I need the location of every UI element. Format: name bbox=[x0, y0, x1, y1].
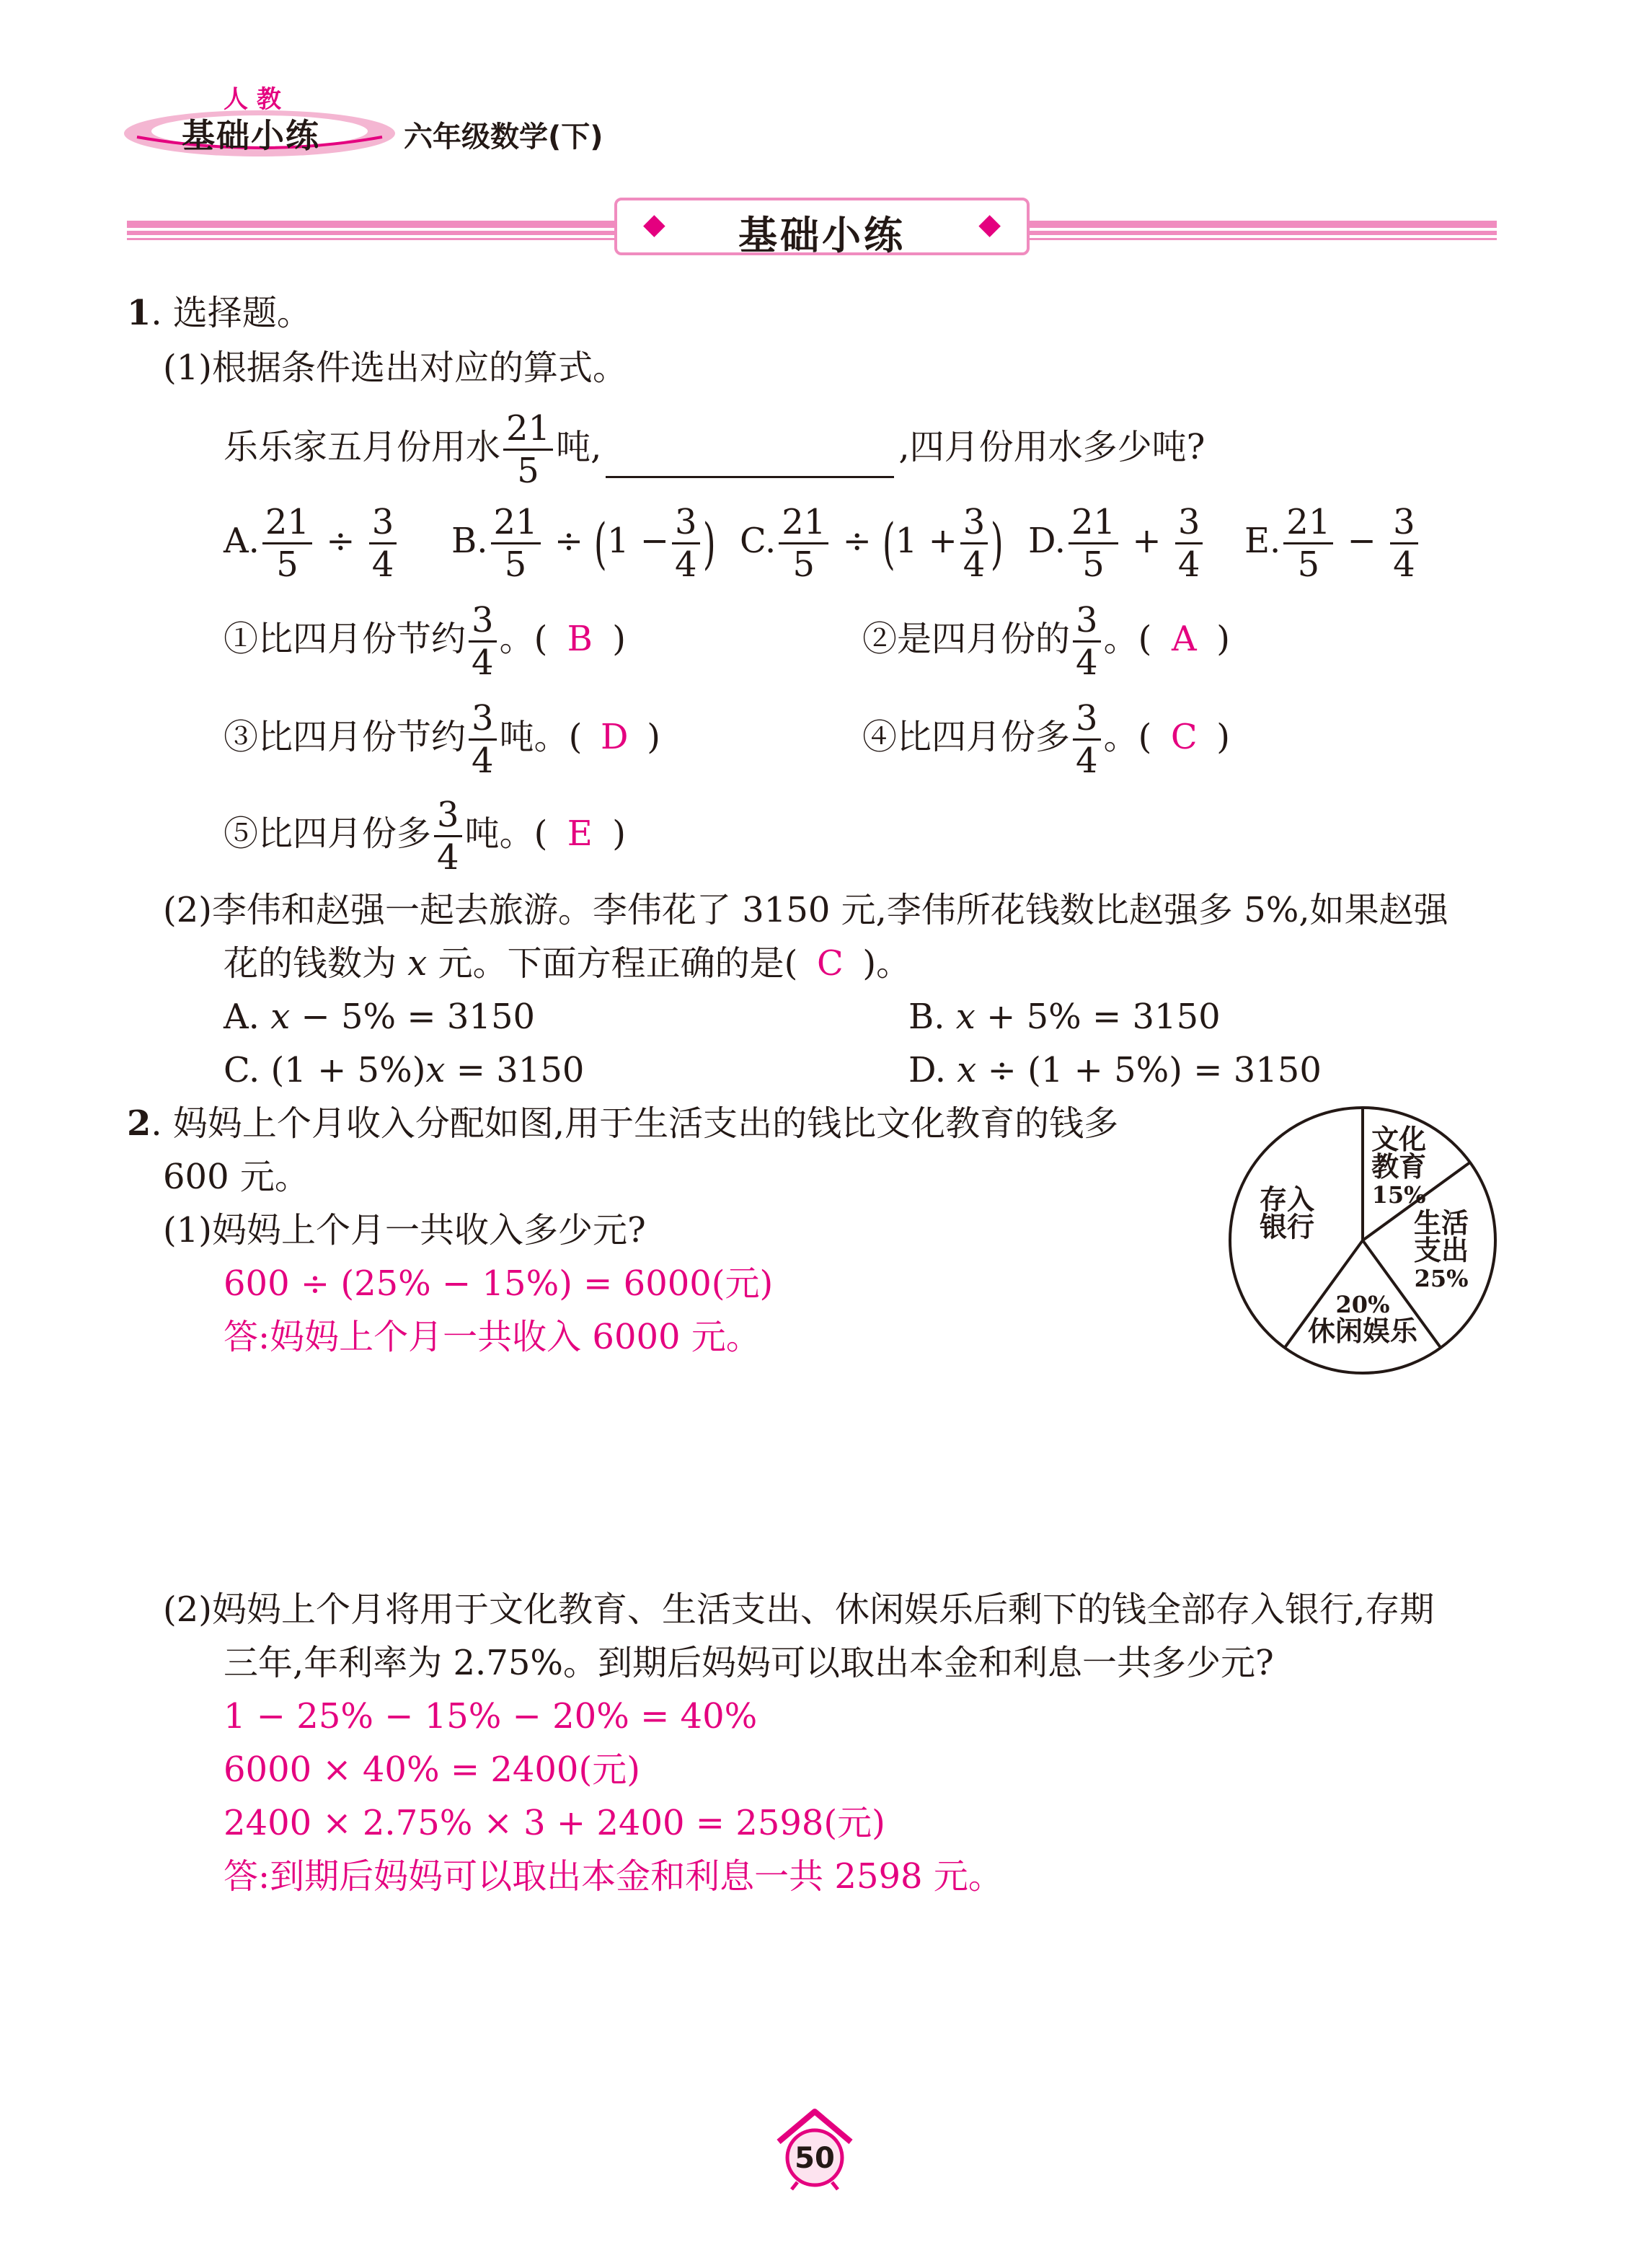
item-4: ④比四月份多 $\frac{3}{4}$ 。( C ) bbox=[862, 698, 1231, 781]
q1-sub2-line1: (2)李伟和赵强一起去旅游。李伟花了 3150 元,李伟所花钱数比赵强多 5%,如果赵强 bbox=[163, 890, 1448, 930]
option-d: D. $\frac{21}{5}$ + $\frac{3}{4}$ bbox=[1028, 505, 1205, 582]
pie-value-label: 15% bbox=[1371, 1181, 1426, 1209]
q1-sub1-title: (1)根据条件选出对应的算式。 bbox=[163, 348, 628, 388]
item-1: ①比四月份节约 $\frac{3}{4}$ 。( B ) bbox=[224, 600, 627, 683]
q1-number: 1 bbox=[127, 293, 151, 333]
answer-slot[interactable]: B bbox=[567, 619, 593, 659]
header bbox=[123, 72, 627, 166]
page-number-badge bbox=[771, 2106, 858, 2192]
answer-slot[interactable]: A bbox=[1171, 619, 1197, 659]
answer-slot[interactable]: C bbox=[816, 943, 844, 984]
q2-sub1-title: (1)妈妈上个月一共收入多少元? bbox=[163, 1210, 646, 1250]
page-number: 50 bbox=[795, 2142, 835, 2175]
section-title-box bbox=[614, 198, 1030, 258]
pie-value-label: 25% bbox=[1414, 1264, 1469, 1292]
q1-stem: 乐乐家五月份用水 $\frac{21}{5}$ 吨, ,四月份用水多少吨? bbox=[224, 408, 1205, 491]
pie-slice-label: 文化 bbox=[1371, 1123, 1427, 1156]
q2-sub2-answer-1: 1 − 25% − 15% − 20% = 40% bbox=[224, 1696, 758, 1737]
pie-slice-label: 生活 bbox=[1414, 1206, 1469, 1239]
answer-slot[interactable]: C bbox=[1170, 717, 1198, 757]
q2-number: 2 bbox=[127, 1103, 151, 1144]
q2-sub2-line2: 三年,年利率为 2.75%。到期后妈妈可以取出本金和利息一共多少元? bbox=[224, 1643, 1274, 1683]
option-e: E. $\frac{21}{5}$ − $\frac{3}{4}$ bbox=[1244, 505, 1421, 582]
option-b: B. $\frac{21}{5}$ ÷ (1 − $\frac{3}{4}$ ) bbox=[451, 502, 716, 585]
pie-value-label: 20% bbox=[1335, 1290, 1390, 1318]
option-a: A. $\frac{21}{5}$ ÷ $\frac{3}{4}$ bbox=[224, 505, 399, 582]
eq-option-b: B. x + 5% = 3150 bbox=[908, 997, 1221, 1037]
q2-sub2-answer-3: 2400 × 2.75% × 3 + 2400 = 2598(元) bbox=[224, 1803, 885, 1843]
q2-sub2-line1: (2)妈妈上个月将用于文化教育、生活支出、休闲娱乐后剩下的钱全部存入银行,存期 bbox=[163, 1589, 1435, 1630]
item-2: ②是四月份的 $\frac{3}{4}$ 。( A ) bbox=[862, 600, 1231, 683]
pie-slice-label: 教育 bbox=[1371, 1150, 1427, 1183]
q2-sub2-answer-2: 6000 × 40% = 2400(元) bbox=[224, 1749, 640, 1790]
diamond-icon: ◆ bbox=[978, 208, 1001, 241]
item-3: ③比四月份节约 $\frac{3}{4}$ 吨。( D ) bbox=[224, 698, 661, 781]
q2-sub1-answer-2: 答:妈妈上个月一共收入 6000 元。 bbox=[224, 1317, 761, 1357]
eq-option-a: A. x − 5% = 3150 bbox=[224, 997, 536, 1037]
header-grade: 六年级数学(下) bbox=[404, 120, 603, 154]
item-5: ⑤比四月份多 $\frac{3}{4}$ 吨。( E ) bbox=[224, 795, 627, 878]
eq-option-c: C. (1 + 5%)x = 3150 bbox=[224, 1050, 585, 1090]
pie-slice-label: 休闲娱乐 bbox=[1307, 1314, 1418, 1347]
q2-sub2-answer-4: 答:到期后妈妈可以取出本金和利息一共 2598 元。 bbox=[224, 1856, 1003, 1897]
answer-slot[interactable]: D bbox=[601, 717, 629, 757]
q2-line2: 600 元。 bbox=[163, 1157, 309, 1197]
header-publisher: 人 教 bbox=[224, 85, 281, 114]
section-title: 基础小练 bbox=[738, 213, 906, 258]
answer-blank[interactable] bbox=[606, 476, 894, 478]
pie-slice-label: 银行 bbox=[1259, 1210, 1315, 1243]
header-series: 基础小练 bbox=[182, 116, 320, 155]
diamond-icon: ◆ bbox=[643, 208, 665, 241]
pie-slice-label: 支出 bbox=[1414, 1233, 1469, 1266]
income-pie-chart bbox=[1226, 1103, 1500, 1377]
fraction: $\frac{21}{5}$ bbox=[503, 411, 553, 488]
q2-line1: 2. 妈妈上个月收入分配如图,用于生活支出的钱比文化教育的钱多 bbox=[127, 1103, 1119, 1144]
q2-sub1-answer-1: 600 ÷ (25% − 15%) = 6000(元) bbox=[224, 1263, 774, 1304]
eq-option-d: D. x ÷ (1 + 5%) = 3150 bbox=[908, 1050, 1322, 1090]
q1-title: 1. 选择题。 bbox=[127, 293, 311, 333]
q1-sub2-line2: 花的钱数为 x 元。下面方程正确的是( C )。 bbox=[224, 943, 911, 984]
option-c: C. $\frac{21}{5}$ ÷ (1 + $\frac{3}{4}$ ) bbox=[740, 502, 1004, 585]
pie-slice-label: 存入 bbox=[1259, 1183, 1315, 1216]
answer-slot[interactable]: E bbox=[567, 813, 593, 854]
